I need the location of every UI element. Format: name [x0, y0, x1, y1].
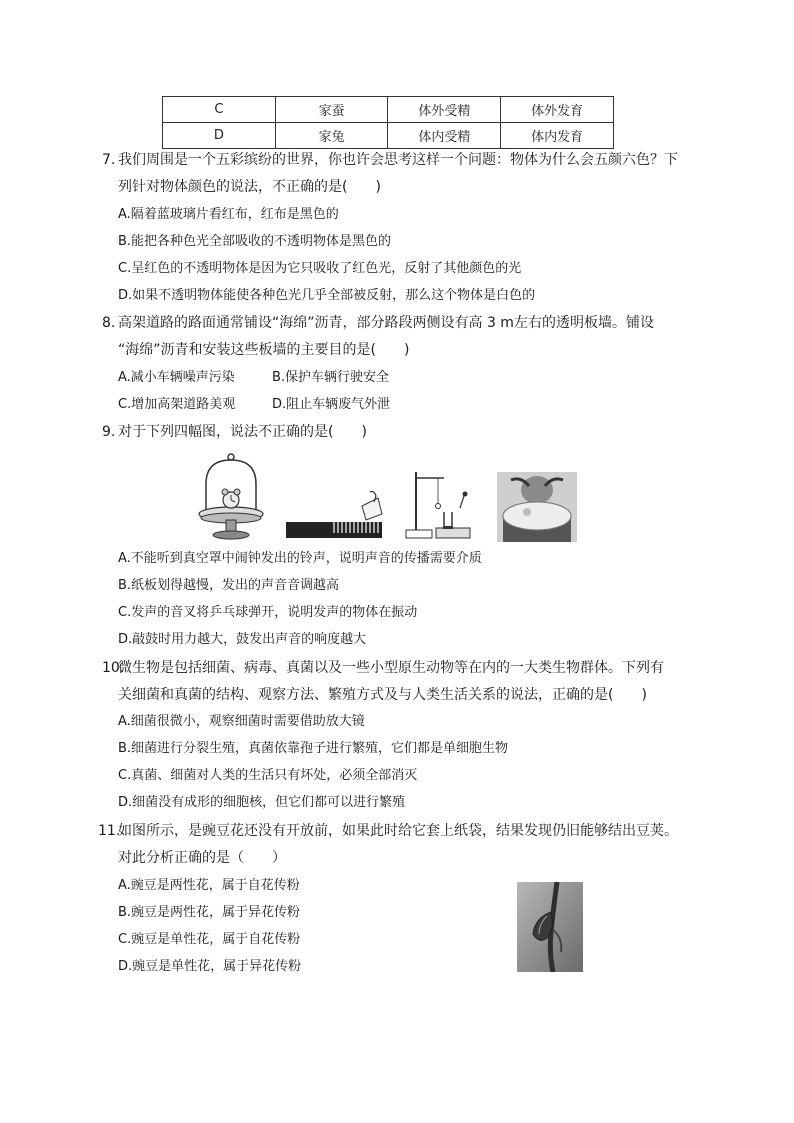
question-8-stem-line1: 高架道路的路面通常铺设“海绵”沥青，部分路段两侧设有高 3 m左右的透明板墙。铺设	[118, 315, 654, 331]
question-7-option-b: B.能把各种色光全部吸收的不透明物体是黑色的	[118, 234, 392, 249]
question-7-stem-line1: 我们周围是一个五彩缤纷的世界，你也许会思考这样一个问题：物体为什么会五颜六色？下	[118, 152, 678, 168]
table-cell: 家蚕	[275, 97, 388, 123]
question-10-number: 10.	[102, 660, 125, 676]
question-8-stem-line2: “海绵”沥青和安装这些板墙的主要目的是( )	[118, 342, 410, 358]
question-7-stem-line2: 列针对物体颜色的说法，不正确的是( )	[118, 179, 381, 195]
table-cell: 体外受精	[388, 97, 501, 123]
comb-cardboard-figure	[284, 488, 384, 544]
question-8-option-c: C.增加高架道路美观	[118, 397, 236, 412]
question-11-stem-line2: 对此分析正确的是（ ）	[118, 850, 286, 866]
question-7-option-a: A.隔着蓝玻璃片看红布，红布是黑色的	[118, 207, 339, 222]
table-cell: 体外发育	[501, 97, 614, 123]
table-row	[163, 123, 614, 149]
question-9-number: 9.	[102, 424, 116, 440]
question-10-stem-line1: 微生物是包括细菌、病毒、真菌以及一些小型原生动物等在内的一大类生物群体。下列有	[118, 660, 664, 676]
question-8-number: 8.	[102, 315, 116, 331]
drum-photo-figure	[497, 472, 577, 542]
question-11-option-b: B.豌豆是两性花，属于异花传粉	[118, 905, 301, 920]
question-10-option-b: B.细菌进行分裂生殖，真菌依靠孢子进行繁殖，它们都是单细胞生物	[118, 741, 509, 756]
question-7-option-d: D.如果不透明物体能使各种色光几乎全部被反射，那么这个物体是白色的	[118, 288, 536, 303]
question-9-option-d: D.敲鼓时用力越大，鼓发出声音的响度越大	[118, 632, 367, 647]
tuning-fork-figure	[404, 468, 474, 542]
table-cell: 体内受精	[388, 123, 501, 149]
question-8-option-b: B.保护车辆行驶安全	[272, 370, 390, 385]
question-11-option-d: D.豌豆是单性花，属于异花传粉	[118, 959, 302, 974]
question-10-option-d: D.细菌没有成形的细胞核，但它们都可以进行繁殖	[118, 795, 406, 810]
question-11-number: 11.	[98, 823, 121, 839]
vacuum-bell-jar-figure	[196, 452, 266, 542]
question-9-option-a: A.不能听到真空罩中闹钟发出的铃声，说明声音的传播需要介质	[118, 551, 482, 566]
table-row	[163, 97, 614, 123]
question-9-option-c: C.发声的音叉将乒乓球弹开，说明发声的物体在振动	[118, 605, 418, 620]
question-9-stem: 对于下列四幅图，说法不正确的是( )	[118, 424, 367, 440]
table-cell: 家兔	[275, 123, 388, 149]
question-8-option-d: D.阻止车辆废气外泄	[272, 397, 391, 412]
question-11-option-a: A.豌豆是两性花，属于自花传粉	[118, 878, 300, 893]
question-7-number: 7.	[102, 152, 116, 168]
question-11-option-c: C.豌豆是单性花，属于自花传粉	[118, 932, 301, 947]
table-cell: D	[163, 123, 276, 149]
pea-flower-photo	[517, 882, 583, 972]
question-9-option-b: B.纸板划得越慢，发出的声音音调越高	[118, 578, 340, 593]
question-10-option-a: A.细菌很微小，观察细菌时需要借助放大镜	[118, 714, 365, 729]
table-cell: 体内发育	[501, 123, 614, 149]
question-11-stem-line1: 如图所示，是豌豆花还没有开放前，如果此时给它套上纸袋，结果发现仍旧能够结出豆荚。	[118, 823, 678, 839]
table-cell: C	[163, 97, 276, 123]
question-10-option-c: C.真菌、细菌对人类的生活只有坏处，必须全部消灭	[118, 768, 418, 783]
question-10-stem-line2: 关细菌和真菌的结构、观察方法、繁殖方式及与人类生活关系的说法，正确的是( )	[118, 687, 647, 703]
question-7-option-c: C.呈红色的不透明物体是因为它只吸收了红色光，反射了其他颜色的光	[118, 261, 522, 276]
question-8-option-a: A.减小车辆噪声污染	[118, 370, 235, 385]
reproduction-table	[162, 96, 614, 149]
